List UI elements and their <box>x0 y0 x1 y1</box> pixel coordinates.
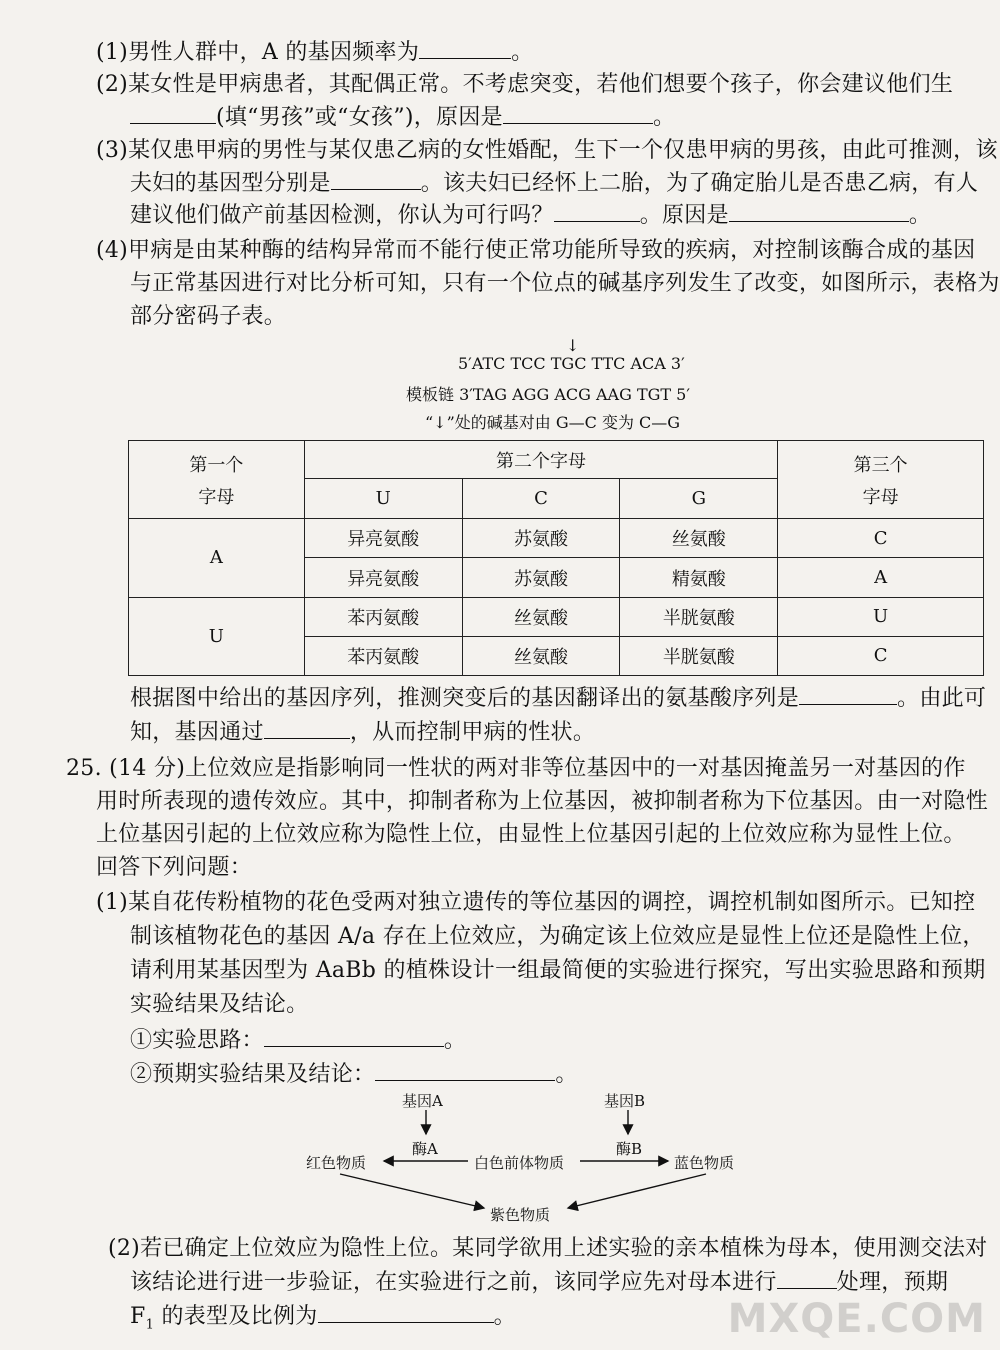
mutation-note: “↓”处的碱基对由 G—C 变为 C—G <box>425 413 681 432</box>
q24-part4-line1: (4)甲病是由某种酶的结构异常而不能行使正常功能所导致的疾病，对控制该酶合成的基因 <box>96 238 976 263</box>
white-precursor-label: 白色前体物质 <box>474 1154 565 1172</box>
enzyme-a-label: 酶A <box>412 1140 438 1158</box>
table-row: A 异亮氨酸 苏氨酸 丝氨酸 C <box>129 519 984 558</box>
second-letter-g: G <box>620 479 778 519</box>
second-letter-c: C <box>462 479 620 519</box>
table-row: 异亮氨酸 苏氨酸 精氨酸 A <box>129 558 984 597</box>
q24-part2-line2: (填“男孩”或“女孩”)，原因是 。 <box>130 103 1000 133</box>
first-letter-header: 第一个 字母 <box>129 441 305 519</box>
q24-after-line1: 根据图中给出的基因序列，推测突变后的基因翻译出的氨基酸序列是 。由此可 <box>130 686 987 711</box>
q25-part1-line4: 实验结果及结论。 <box>130 992 309 1017</box>
q25-intro-line4: 回答下列问题： <box>96 855 253 880</box>
q24-part4-line2: 与正常基因进行对比分析可知，只有一个位点的碱基序列发生了改变，如图所示，表格为 <box>130 271 1000 296</box>
answer-blank[interactable] <box>777 1268 837 1289</box>
gene-a-label: 基因A <box>402 1092 443 1110</box>
q25-part1-line3: 请利用某基因型为 AaBb 的植株设计一组最简便的实验进行探究，写出实验思路和预期 <box>130 958 986 983</box>
enzyme-b-label: 酶B <box>616 1140 643 1158</box>
answer-blank[interactable] <box>318 1302 494 1323</box>
blue-substance-label: 蓝色物质 <box>674 1154 735 1172</box>
coding-strand: 5′ATC TCC TGC TTC ACA 3′ <box>458 354 685 373</box>
q25-intro-line1: 25. (14 分)上位效应是指影响同一性状的两对非等位基因中的一对基因掩盖另一对基因的作 <box>66 756 966 781</box>
q24-part3-line2: 夫妇的基因型分别是 。该夫妇已经怀上二胎，为了确定胎儿是否患乙病，有人 <box>130 171 979 196</box>
gene-b-label: 基因B <box>604 1092 646 1110</box>
purple-substance-label: 紫色物质 <box>490 1206 551 1224</box>
q25-part2-line3: $F_1$ 的表型及比例为 。 <box>130 1304 516 1333</box>
red-substance-label: 红色物质 <box>306 1154 367 1172</box>
q24-part4-line3: 部分密码子表。 <box>130 304 287 329</box>
third-letter-header: 第三个 字母 <box>778 441 984 519</box>
mutation-arrow-icon: ↓ <box>566 336 580 355</box>
watermark-text: MXQE.COM <box>727 1296 986 1342</box>
q25-part1-line1: (1)某自花传粉植物的花色受两对独立遗传的等位基因的调控，调控机制如图所示。已知控 <box>96 890 976 915</box>
q25-step1: ①实验思路： 。 <box>130 1028 467 1053</box>
q25-part1-line2: 制该植物花色的基因 A/a 存在上位效应，为确定该上位效应是显性上位还是隐性上位， <box>130 924 985 949</box>
q25-part2-line2: 该结论进行进一步验证，在实验进行之前，该同学应先对母本进行 处理，预期 <box>130 1270 949 1295</box>
table-row: U 苯丙氨酸 丝氨酸 半胱氨酸 U <box>129 597 984 636</box>
q24-part3-line1: (3)某仅患甲病的男性与某仅患乙病的女性婚配，生下一个仅患甲病的男孩，由此可推测，该 <box>96 138 998 163</box>
second-letter-header: 第二个字母 <box>304 441 777 479</box>
template-strand: 模板链 3′TAG AGG ACG AAG TGT 5′ <box>406 385 690 404</box>
q24-after-line2: 知，基因通过 ，从而控制甲病的性状。 <box>130 720 596 745</box>
q24-part1: (1)男性人群中，A 的基因频率为 。 <box>96 40 534 65</box>
q24-part2-line1: (2)某女性是甲病患者，其配偶正常。不考虑突变，若他们想要个孩子，你会建议他们生 <box>96 72 954 97</box>
first-letter-u: U <box>129 597 305 675</box>
q25-intro-line2: 用时所表现的遗传效应。其中，抑制者称为上位基因，被抑制者称为下位基因。由一对隐性 <box>96 789 989 814</box>
q25-step2: ②预期实验结果及结论： 。 <box>130 1062 578 1087</box>
table-row: 苯丙氨酸 丝氨酸 半胱氨酸 C <box>129 636 984 675</box>
q25-intro-line3: 上位基因引起的上位效应称为隐性上位，由显性上位基因引起的上位效应称为显性上位。 <box>96 822 966 847</box>
q24-part3-line3: 建议他们做产前基因检测，你认为可行吗？ 。原因是 。 <box>130 203 932 228</box>
first-letter-a: A <box>129 519 305 597</box>
second-letter-u: U <box>304 479 462 519</box>
q25-part2-line1: (2)若已确定上位效应为隐性上位。某同学欲用上述实验的亲本植株为母本，使用测交法对 <box>108 1236 988 1261</box>
